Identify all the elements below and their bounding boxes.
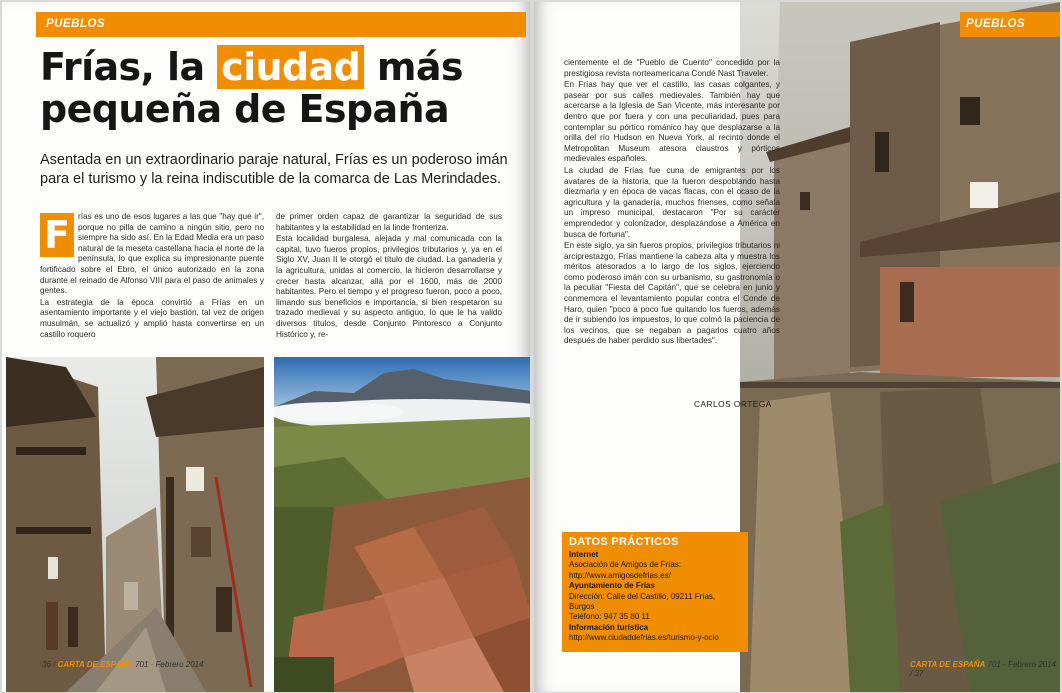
datos-heading: Ayuntamiento de Frías (569, 581, 655, 591)
street-photo (6, 357, 264, 692)
headline-highlight: ciudad (217, 45, 364, 89)
article-column-2 (276, 212, 502, 341)
datos-title: DATOS PRÁCTICOS (569, 536, 679, 548)
paragraph: de primer orden capaz de garantizar la seguridad de sus habitantes y la estabilidad en la linde fronteriza. (276, 212, 502, 232)
drop-cap: F (40, 213, 74, 257)
paragraph: cientemente el de "Pueblo de Cuento" concedido por la prestigiosa revista norteamericana Condé Nast Traveler. (564, 58, 780, 78)
article-column-3 (564, 58, 780, 348)
datos-line: Teléfono: 947 35 80 11 (569, 612, 650, 622)
section-tab: PUEBLOS (960, 12, 1060, 37)
datos-practicos-box (562, 532, 748, 652)
page-footer-right: CARTA DE ESPAÑA 701 · Febrero 2014 / 37 (910, 660, 1056, 678)
cliff-houses-photo (740, 2, 1060, 692)
page-number: 37 (914, 669, 924, 678)
subtitle: Asentada en un extraordinario paraje natural, Frías es un poderoso imán para el turismo y la reina indiscutible de la comarca de Las Merindades. (40, 152, 508, 187)
headline-line2: pequeña de España (40, 87, 450, 131)
magazine-name: CARTA DE ESPAÑA (57, 660, 133, 669)
author-signature: CARLOS ORTEGA (694, 399, 772, 409)
datos-line: Dirección: Calle del Castillo, 09211 Frías, Burgos (569, 591, 716, 612)
paragraph: Esta localidad burgalesa, alejada y mal comunicada con la capital, tuvo fueros propios, privilegios tributarios y, ya en el Siglo XV, Juan II le otorgó el título de ciudad. La ganadería y la agricultura, unidas al comercio, la hicieron desarrollarse y crecer hasta alcanzar, allá por el 1600, más de 2000 habitantes. Pero el tiempo y el progreso fueron, poco a poco, limando sus beneficios e importancia, si bien respetaron su trazado medieval y su aspecto antiguo, lo que le ha valido diversos títulos, desde Conjunto Pintoresco a Conjunto Histórico y, re- (276, 234, 502, 339)
issue-info: 701 · Febrero 2014 (987, 660, 1056, 669)
headline (40, 46, 500, 130)
datos-heading: Información turística (569, 622, 649, 632)
datos-link[interactable]: http://www.amigosdefrias.es/ (569, 570, 671, 580)
paragraph: En Frías hay que ver el castillo, las casas colgantes, y pasear por sus calles medievales. También hay que acercarse a la Iglesia de San Vicente, más interesante por dentro que por fuera y con una peculiaridad, pues para contemplar su pórtico románico hay que desplazarse a la orilla del río Hudson en Nueva York, al recinto donde el Metropolitan Museum atesora claustros y pórticos medievales españoles. (564, 80, 780, 164)
datos-link[interactable]: http://www.ciudaddefrias.es/turismo-y-ocio (569, 633, 719, 643)
paragraph: La ciudad de Frías fue cuna de emigrantes por los avatares de la historia, que la fueron despoblando hasta diezmarla y en época de vacas flacas, con el ocaso de la agricultura y la ganadería, muchos frienses, como señala un impreso municipal, destacaron "Por su carácter emprendedor y colonizador, desplazándose a América en busca de fortuna". (564, 165, 780, 239)
issue-info: 701 · Febrero 2014 (135, 660, 204, 669)
paragraph: En este siglo, ya sin fueros propios, privilegios tributarios ni arciprestazgo, Frías mantiene la cabeza alta y muestra los méritos atesorados a lo largo de los siglos, ejerciendo como poderoso imán con su urbanismo, su gastronomía o la peculiar "Fiesta del Capitán", que se celebra en junio y conmemora el levantamiento popular contra el Conde de Haro, quien "poco a poco fue quitando los fueros, además de ir subiendo los impuestos, lo que colmó la paciencia de los vecinos, que se negaban a pagarlos cuatro años después de haber perdido sus libertades". (564, 241, 780, 346)
paragraph: rías es uno de esos lugares a las que "hay que ir", porque no pilla de camino a ningún sitio, pero no siempre ha sido así. En la Edad Media era un paso natural de la meseta castellana hacia el norte de la península, lo que explica su impresionante puente fortificado sobre el Ebro, el único autorizado en la zona durante el reinado de Alfonso VIII para el paso de animales y gentes. (40, 212, 264, 296)
datos-heading: Internet (569, 550, 599, 559)
aerial-photo (274, 357, 530, 692)
left-page (2, 2, 530, 692)
section-tab: PUEBLOS (36, 12, 526, 37)
headline-post: más (376, 45, 463, 89)
paragraph: La estrategia de la época convirtió a Frías en un asentamiento importante y el viejo bastión, tal vez de origen musulmán, se actualizó y amplió hasta convertirse en un castillo roquero (40, 297, 264, 339)
page-footer-left: 36 / CARTA DE ESPAÑA 701 · Febrero 2014 (42, 660, 204, 669)
datos-line: Asociación de Amigos de Frías: (569, 560, 682, 570)
article-column-1 (40, 212, 264, 341)
headline-pre: Frías, la (40, 45, 205, 89)
magazine-name: CARTA DE ESPAÑA (910, 660, 986, 669)
page-number: 36 (42, 660, 51, 669)
right-page (534, 2, 1060, 692)
